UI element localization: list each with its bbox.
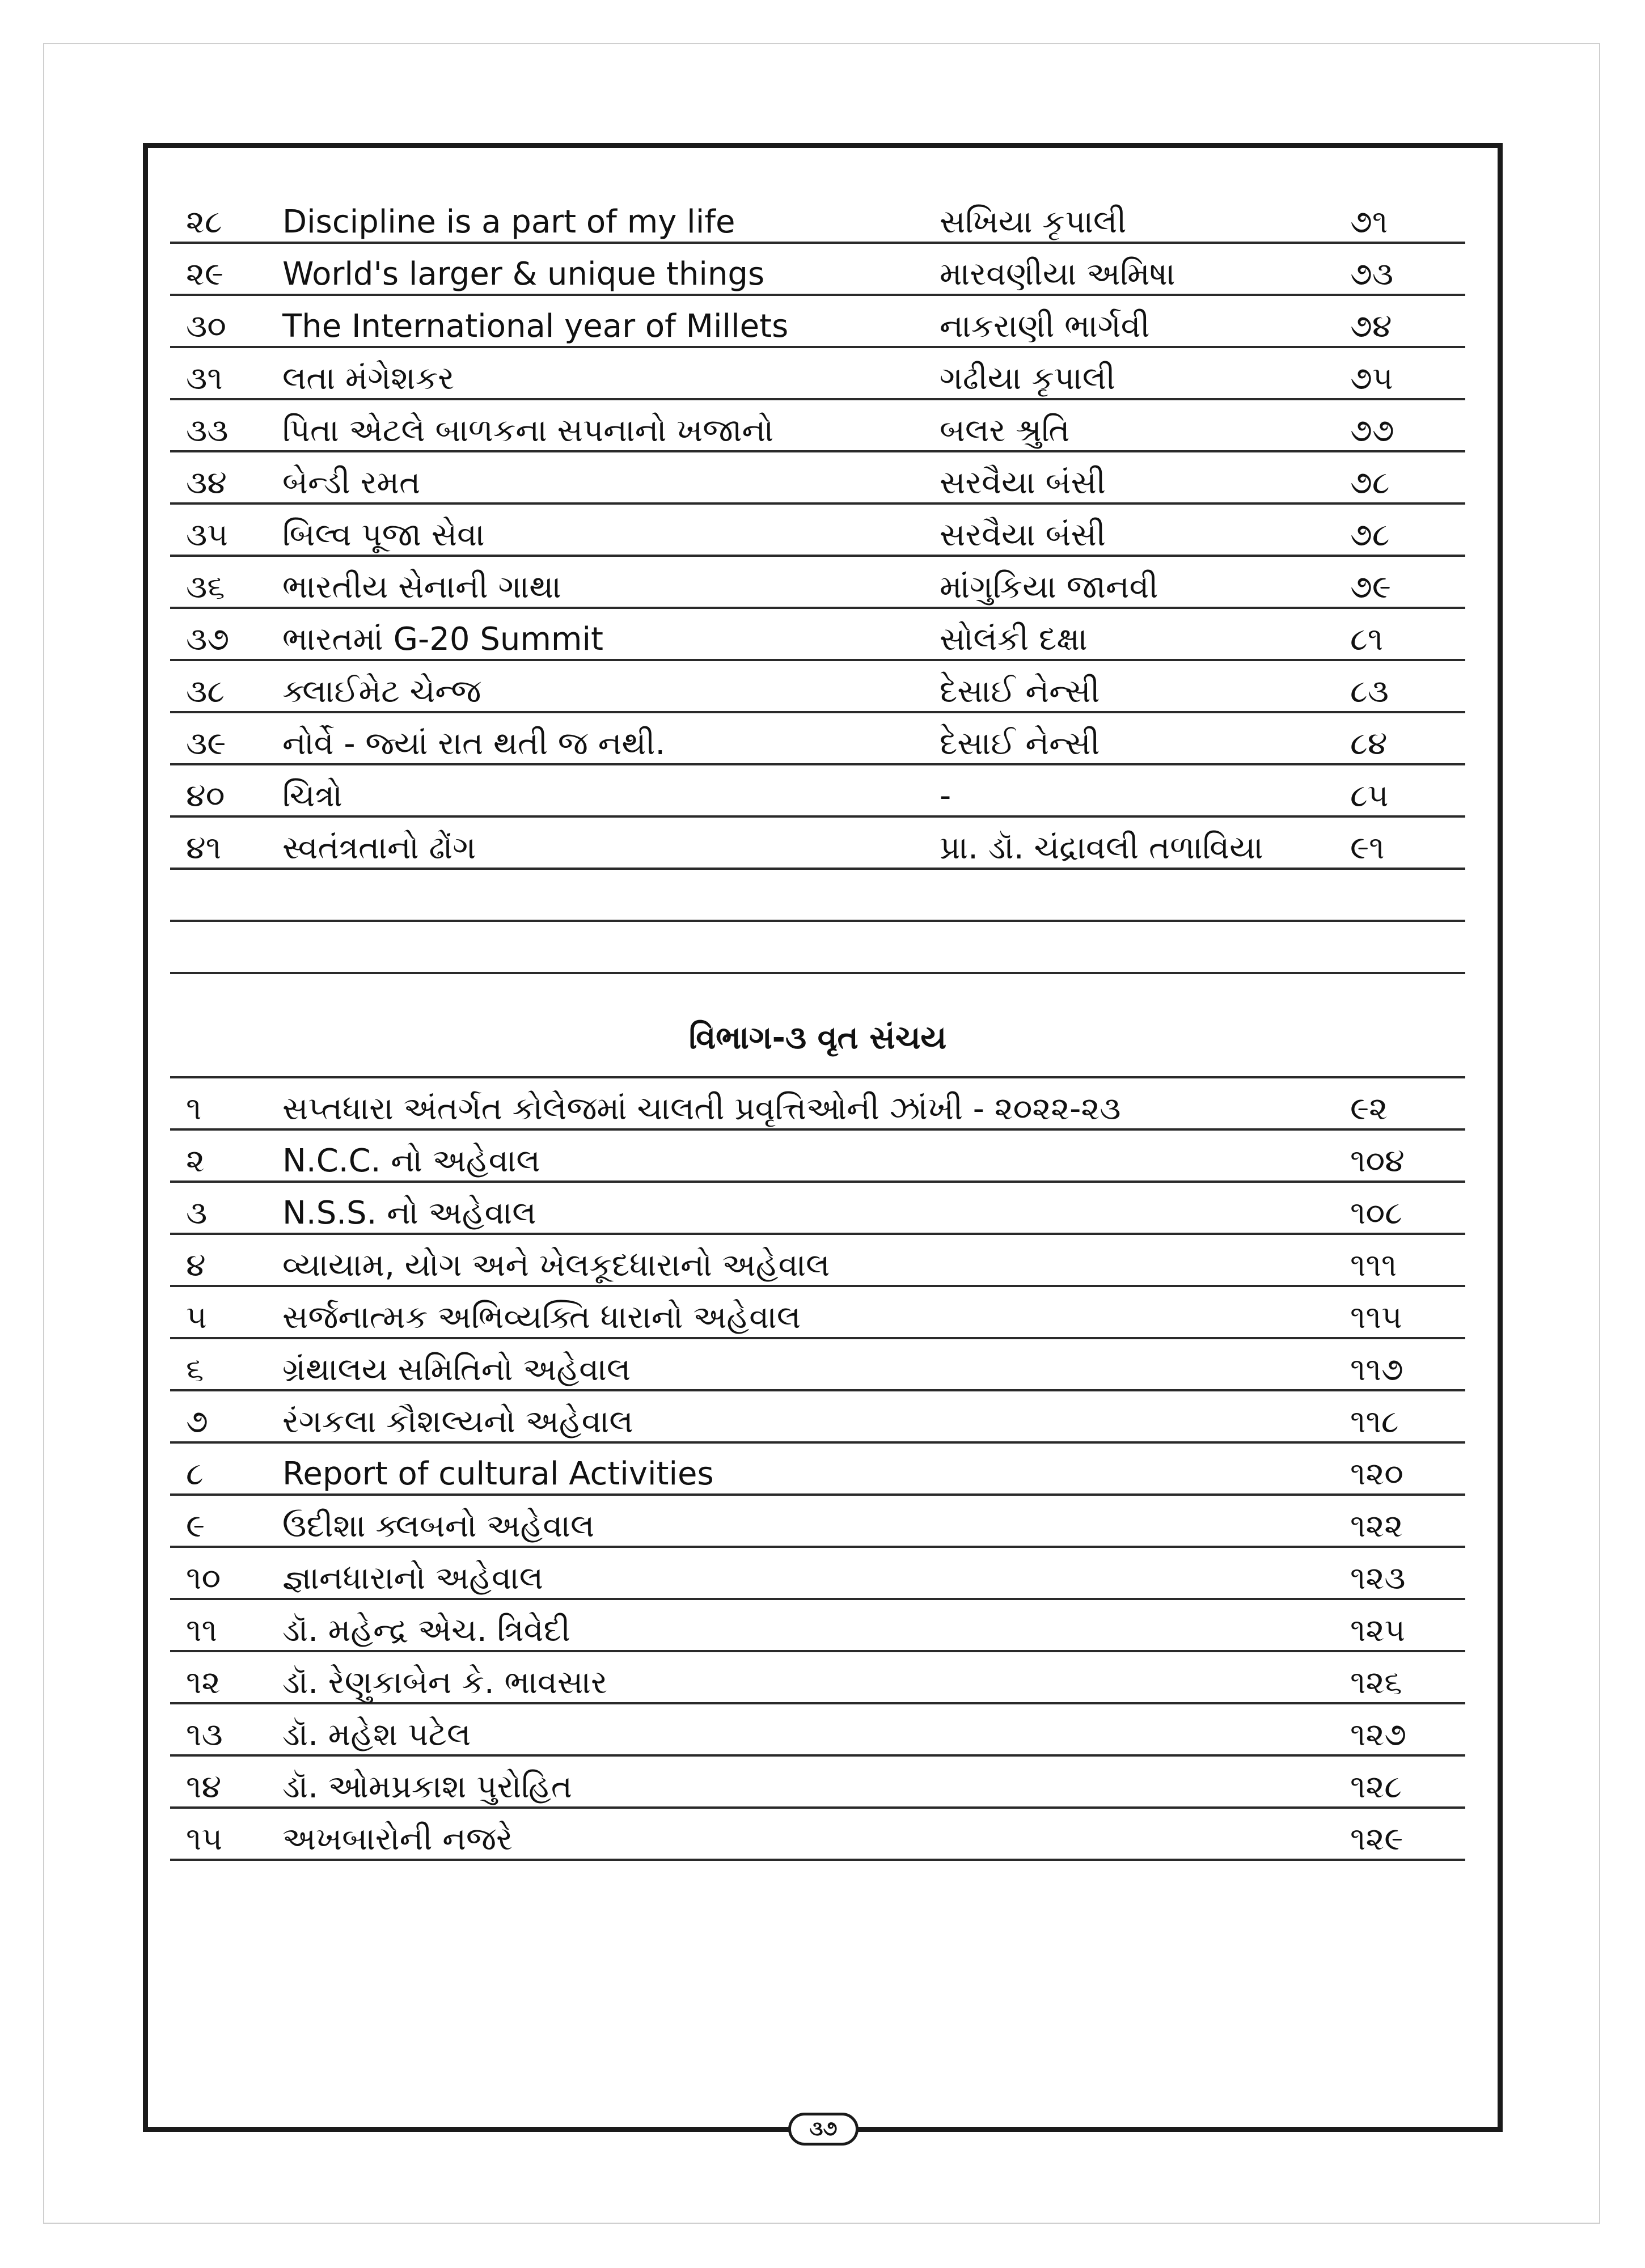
entry-number: ૨૮ bbox=[186, 204, 222, 240]
entry-title: પિતા એટલે બાળકના સપનાનો ખજાનો bbox=[282, 412, 774, 449]
entry-page: ૯૧ bbox=[1350, 830, 1385, 866]
toc-row bbox=[170, 765, 1465, 818]
entry-number: ૧૩ bbox=[186, 1716, 223, 1753]
entry-author: સરવૈયા બંસી bbox=[940, 464, 1106, 501]
entry-page: ૧૨૩ bbox=[1350, 1560, 1406, 1597]
entry-number: ૩૧ bbox=[186, 360, 223, 397]
toc-row bbox=[170, 244, 1465, 296]
entry-number: ૭ bbox=[186, 1403, 208, 1440]
entry-title: જ્ઞાનધારાનો અહેવાલ bbox=[282, 1560, 544, 1597]
entry-title: બેન્ડી રમત bbox=[282, 464, 421, 501]
entry-page: ૮૧ bbox=[1350, 621, 1384, 658]
entry-title: રંગકલા કૌશલ્યનો અહેવાલ bbox=[282, 1403, 633, 1440]
entry-title: નોર્વે - જ્યાં રાત થતી જ નથી. bbox=[282, 725, 666, 762]
entry-page: ૭૮ bbox=[1350, 464, 1390, 501]
toc-row bbox=[170, 192, 1465, 244]
entry-number: ૬ bbox=[186, 1351, 204, 1388]
entry-page: ૧૧૭ bbox=[1350, 1351, 1403, 1388]
entry-title: World's larger & unique things bbox=[282, 256, 765, 293]
section-3-title: વિભાગ-૩ વૃત સંચય bbox=[688, 1019, 947, 1056]
entry-author: - bbox=[940, 777, 952, 814]
entry-number: ૯ bbox=[186, 1508, 205, 1545]
entry-number: ૧૨ bbox=[186, 1664, 221, 1701]
toc-row bbox=[170, 557, 1465, 609]
entry-title: N.C.C. નો અહેવાલ bbox=[282, 1143, 540, 1179]
entry-page: ૭૧ bbox=[1350, 204, 1388, 240]
entry-page: ૭૭ bbox=[1350, 412, 1394, 449]
entry-page: ૧૨૫ bbox=[1350, 1612, 1406, 1649]
entry-number: ૪૧ bbox=[186, 830, 222, 866]
entry-page: ૮૪ bbox=[1350, 725, 1388, 762]
entry-number: ૩૦ bbox=[186, 308, 227, 345]
toc-row bbox=[170, 1391, 1465, 1444]
entry-number: ૧૦ bbox=[186, 1560, 221, 1597]
entry-number: ૧૫ bbox=[186, 1821, 223, 1857]
blank-row bbox=[170, 870, 1465, 922]
entry-author: બલર શ્રુતિ bbox=[940, 412, 1070, 449]
toc-row bbox=[170, 1600, 1465, 1652]
entry-page: ૧૧૧ bbox=[1350, 1247, 1397, 1284]
section-3-heading bbox=[170, 974, 1465, 1078]
entry-number: ૪૦ bbox=[186, 777, 225, 814]
entry-author: મારવણીયા અમિષા bbox=[940, 256, 1175, 293]
toc-row bbox=[170, 609, 1465, 661]
entry-title: સર્જનાત્મક અભિવ્યક્તિ ધારાનો અહેવાલ bbox=[282, 1299, 801, 1336]
entry-author: સરવૈયા બંસી bbox=[940, 517, 1106, 553]
entry-number: ૩૫ bbox=[186, 517, 229, 553]
entry-number: ૧ bbox=[186, 1090, 202, 1127]
table-of-contents bbox=[170, 192, 1465, 1861]
entry-number: ૩ bbox=[186, 1195, 208, 1232]
entry-page: ૭૪ bbox=[1350, 308, 1392, 345]
entry-title: ઉદીશા ક્લબનો અહેવાલ bbox=[282, 1508, 595, 1545]
entry-title: ભારતીય સેનાની ગાથા bbox=[282, 569, 561, 606]
entry-page: ૧૨૮ bbox=[1350, 1768, 1402, 1805]
entry-page: ૮૫ bbox=[1350, 777, 1389, 814]
toc-row bbox=[170, 1078, 1465, 1131]
entry-title: વ્યાયામ, યોગ અને ખેલકૂદધારાનો અહેવાલ bbox=[282, 1247, 830, 1284]
entry-number: ૧૧ bbox=[186, 1612, 217, 1649]
toc-row bbox=[170, 1496, 1465, 1548]
toc-row bbox=[170, 1809, 1465, 1861]
entry-author: સખિયા કૃપાલી bbox=[940, 204, 1127, 240]
entry-author: ગઢીયા કૃપાલી bbox=[940, 360, 1116, 397]
toc-row bbox=[170, 1652, 1465, 1704]
entry-author: નાકરાણી ભાર્ગવી bbox=[940, 308, 1150, 345]
entry-author: દેસાઈ નેન્સી bbox=[940, 725, 1100, 762]
entry-title: ચિત્રો bbox=[282, 777, 342, 814]
entry-page: ૧૨૬ bbox=[1350, 1664, 1402, 1701]
entry-title: લતા મંગેશકર bbox=[282, 360, 455, 397]
entry-title: ડૉ. ઓમપ્રકાશ પુરોહિત bbox=[282, 1768, 573, 1805]
entry-page: ૭૫ bbox=[1350, 360, 1393, 397]
section-2-list bbox=[170, 192, 1465, 870]
toc-row bbox=[170, 1444, 1465, 1496]
entry-title: ભારતમાં G-20 Summit bbox=[282, 621, 603, 658]
entry-number: ૩૮ bbox=[186, 673, 225, 710]
toc-row bbox=[170, 713, 1465, 765]
entry-number: ૧૪ bbox=[186, 1768, 222, 1805]
entry-title: The International year of Millets bbox=[282, 308, 789, 345]
entry-page: ૧૧૮ bbox=[1350, 1403, 1399, 1440]
entry-number: ૮ bbox=[186, 1455, 204, 1492]
toc-row bbox=[170, 452, 1465, 505]
entry-page: ૧૨૨ bbox=[1350, 1508, 1403, 1545]
entry-number: ૨ bbox=[186, 1143, 205, 1179]
entry-author: માંગુકિયા જાનવી bbox=[940, 569, 1158, 606]
entry-number: ૫ bbox=[186, 1299, 207, 1336]
entry-author: સોલંકી દક્ષા bbox=[940, 621, 1088, 658]
entry-page: ૧૦૪ bbox=[1350, 1143, 1405, 1179]
entry-page: ૧૨૯ bbox=[1350, 1821, 1403, 1857]
toc-row bbox=[170, 505, 1465, 557]
entry-page: ૭૩ bbox=[1350, 256, 1394, 293]
entry-title: સપ્તધારા અંતર્ગત કોલેજમાં ચાલતી પ્રવૃત્તિઓની ઝાંખી - ૨૦૨૨-૨૩ bbox=[282, 1090, 1121, 1127]
entry-page: ૧૨૭ bbox=[1350, 1716, 1407, 1753]
entry-title: Discipline is a part of my life bbox=[282, 204, 735, 240]
toc-row bbox=[170, 296, 1465, 348]
entry-page: ૭૯ bbox=[1350, 569, 1392, 606]
toc-row bbox=[170, 1704, 1465, 1757]
entry-title: સ્વતંત્રતાનો ઢોંગ bbox=[282, 830, 476, 866]
entry-page: ૮૩ bbox=[1350, 673, 1389, 710]
toc-row bbox=[170, 1757, 1465, 1809]
blank-row bbox=[170, 922, 1465, 974]
section-3-list bbox=[170, 1078, 1465, 1861]
toc-row bbox=[170, 1235, 1465, 1287]
entry-page: ૯૨ bbox=[1350, 1090, 1388, 1127]
entry-title: ક્લાઈમેટ ચેન્જ bbox=[282, 673, 481, 710]
entry-page: ૧૨૦ bbox=[1350, 1455, 1404, 1492]
entry-title: ડૉ. મહેન્દ્ર એચ. ત્રિવેદી bbox=[282, 1612, 570, 1649]
entry-number: ૪ bbox=[186, 1247, 206, 1284]
entry-number: ૩૪ bbox=[186, 464, 227, 501]
entry-page: ૧૦૮ bbox=[1350, 1195, 1402, 1232]
entry-title: ગ્રંથાલય સમિતિનો અહેવાલ bbox=[282, 1351, 631, 1388]
toc-row bbox=[170, 1287, 1465, 1339]
entry-title: ડૉ. રેણુકાબેન કે. ભાવસાર bbox=[282, 1664, 607, 1701]
entry-number: ૩૬ bbox=[186, 569, 225, 606]
entry-title: Report of cultural Activities bbox=[282, 1455, 714, 1492]
entry-number: ૨૯ bbox=[186, 256, 224, 293]
toc-row bbox=[170, 1131, 1465, 1183]
entry-page: ૧૧૫ bbox=[1350, 1299, 1402, 1336]
entry-author: દેસાઈ નેન્સી bbox=[940, 673, 1100, 710]
entry-title: ડૉ. મહેશ પટેલ bbox=[282, 1716, 471, 1753]
toc-row bbox=[170, 661, 1465, 713]
toc-row bbox=[170, 1548, 1465, 1600]
toc-row bbox=[170, 400, 1465, 452]
entry-number: ૩૩ bbox=[186, 412, 229, 449]
toc-row bbox=[170, 818, 1465, 870]
entry-author: પ્રા. ડૉ. ચંદ્રાવલી તળાવિયા bbox=[940, 830, 1263, 866]
entry-page: ૭૮ bbox=[1350, 517, 1390, 553]
entry-title: બિલ્વ પૂજા સેવા bbox=[282, 517, 485, 553]
entry-title: અખબારોની નજરે bbox=[282, 1821, 513, 1857]
toc-row bbox=[170, 1183, 1465, 1235]
entry-number: ૩૯ bbox=[186, 725, 226, 762]
entry-number: ૩૭ bbox=[186, 621, 230, 658]
entry-title: N.S.S. નો અહેવાલ bbox=[282, 1195, 536, 1232]
toc-row bbox=[170, 348, 1465, 400]
page-number: ૩૭ bbox=[788, 2113, 859, 2146]
toc-row bbox=[170, 1339, 1465, 1391]
